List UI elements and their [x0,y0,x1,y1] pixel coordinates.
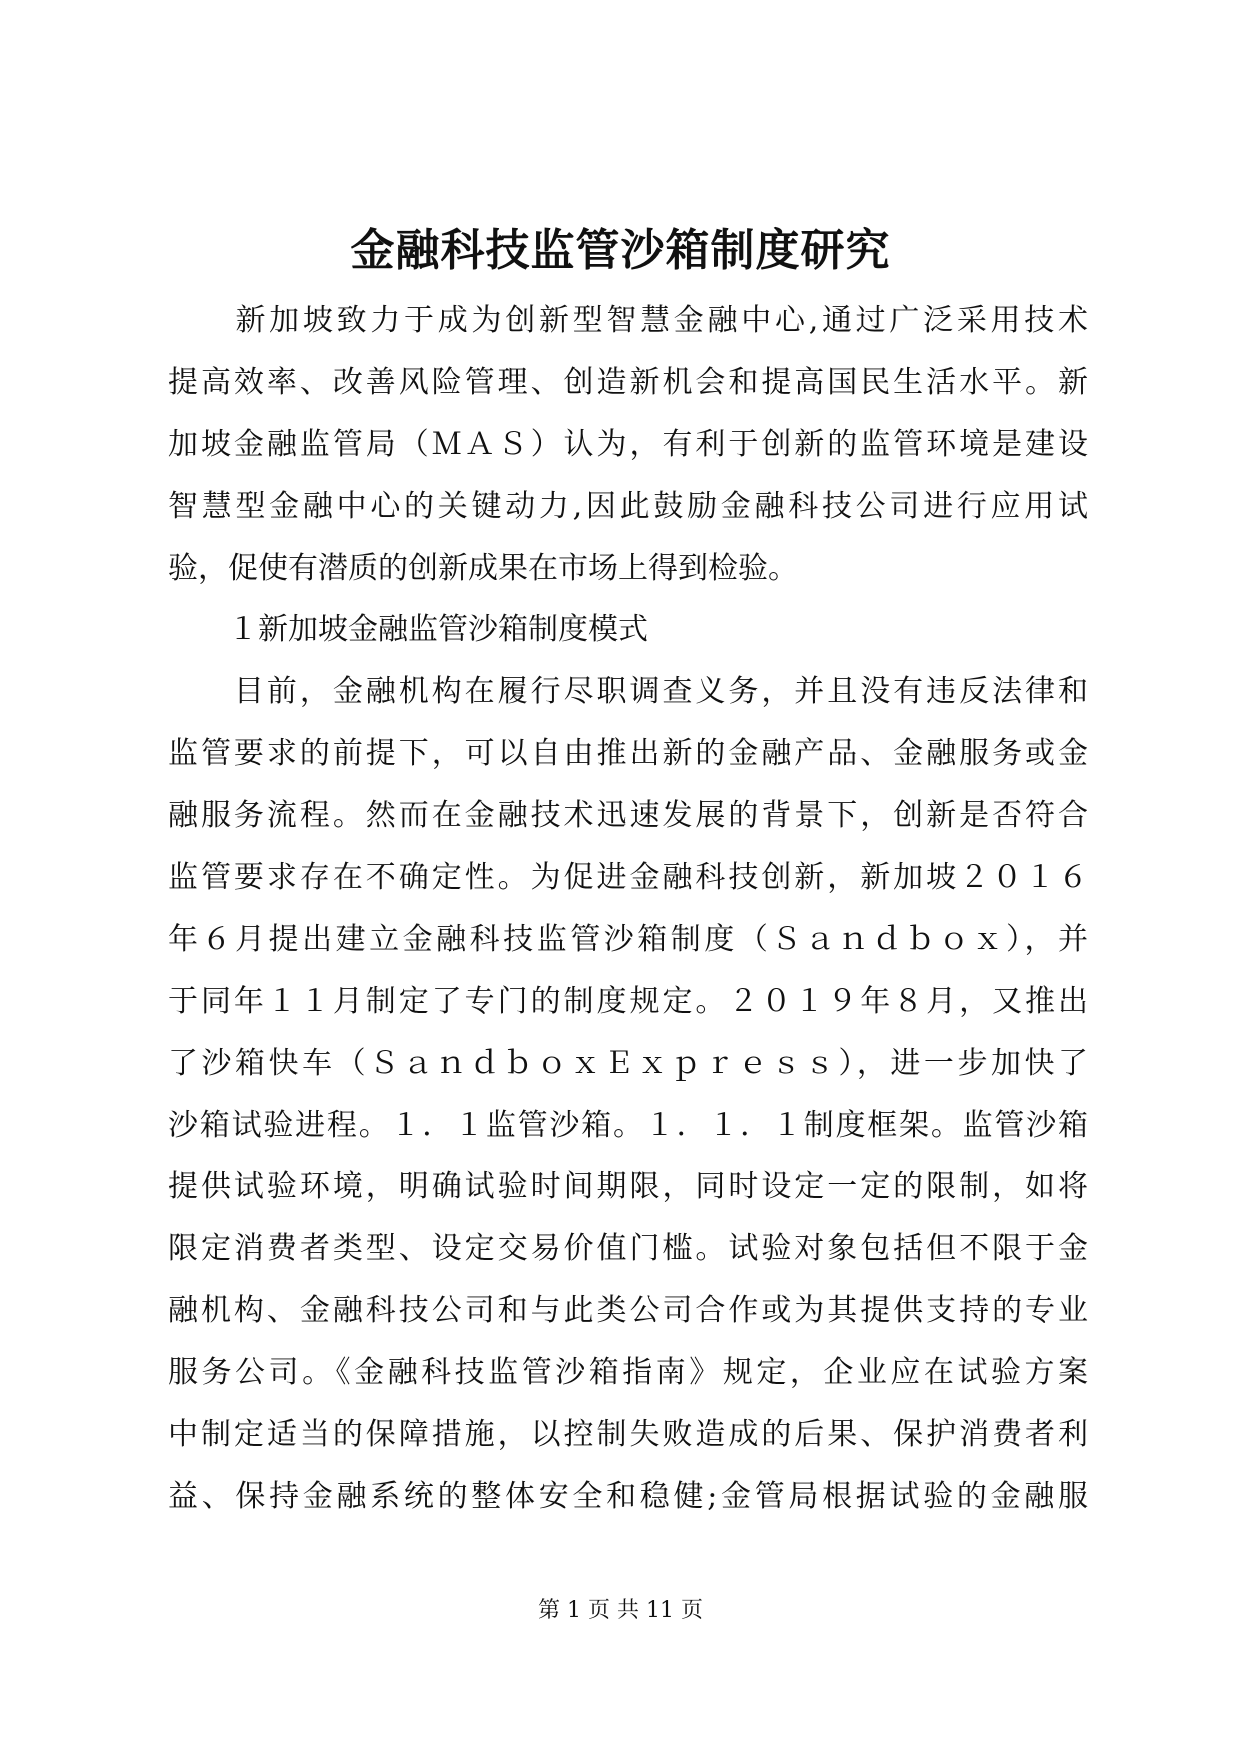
text-line-content: 提高效率、改善风险管理、创造新机会和提高国民生活水平。新 [168,364,1088,400]
text-line [168,414,1088,476]
text-line [168,723,1088,785]
page-footer: 第 1 页 共 11 页 [538,1598,703,1623]
text-line [168,847,1088,909]
text-line [168,290,1088,352]
text-line [168,352,1088,414]
text-line-content: 融机构、金融科技公司和与此类公司合作或为其提供支持的专业 [168,1293,1088,1329]
text-line-content: 年６月提出建立金融科技监管沙箱制度（Ｓａｎｄｂｏｘ），并 [168,921,1088,957]
text-line-content: 融服务流程。然而在金融技术迅速发展的背景下，创新是否符合 [168,798,1088,834]
text-line-content: 中制定适当的保障措施，以控制失败造成的后果、保护消费者利 [168,1417,1088,1453]
text-line-content: 限定消费者类型、设定交易价值门槛。试验对象包括但不限于金 [168,1231,1088,1267]
text-line-content: 服务公司。《金融科技监管沙箱指南》规定，企业应在试验方案 [168,1355,1088,1391]
text-line-content: 加坡金融监管局（ＭＡＳ）认为，有利于创新的监管环境是建设 [168,426,1088,462]
text-line-content: 监管要求的前提下，可以自由推出新的金融产品、金融服务或金 [168,736,1088,772]
text-line [168,1280,1088,1342]
text-line [168,1466,1088,1528]
text-line-content: 目前，金融机构在履行尽职调查义务，并且没有违反法律和 [168,674,1088,710]
section-heading-text: １新加坡金融监管沙箱制度模式 [168,612,648,648]
text-line-content: 沙箱试验进程。１．１监管沙箱。１．１．１制度框架。监管沙箱 [168,1107,1088,1143]
text-line-content: 验，促使有潜质的创新成果在市场上得到检验。 [168,550,798,586]
text-line-content: 监管要求存在不确定性。为促进金融科技创新，新加坡２０１６ [168,860,1088,896]
text-line [168,785,1088,847]
document-body [168,290,1088,1528]
text-line [168,971,1088,1033]
document-title: 金融科技监管沙箱制度研究 [350,225,891,276]
text-line [168,1033,1088,1095]
text-line-content: 智慧型金融中心的关键动力,因此鼓励金融科技公司进行应用试 [168,488,1088,524]
text-line-content: 益、保持金融系统的整体安全和稳健;金管局根据试验的金融服 [168,1478,1088,1514]
text-line-content: 提供试验环境，明确试验时间期限，同时设定一定的限制，如将 [168,1169,1088,1205]
text-line-content: 了沙箱快车（ＳａｎｄｂｏｘＥｘｐｒｅｓｓ），进一步加快了 [168,1045,1088,1081]
text-line [168,1342,1088,1404]
text-line [168,538,1088,600]
text-line [168,1156,1088,1218]
text-line [168,661,1088,723]
text-line [168,1095,1088,1157]
text-line [168,1218,1088,1280]
text-line [168,909,1088,971]
section-heading [168,599,1088,661]
text-line-content: 新加坡致力于成为创新型智慧金融中心,通过广泛采用技术 [168,303,1088,338]
text-line [168,476,1088,538]
text-line [168,1404,1088,1466]
text-line-content: 于同年１１月制定了专门的制度规定。２０１９年８月，又推出 [168,983,1088,1019]
